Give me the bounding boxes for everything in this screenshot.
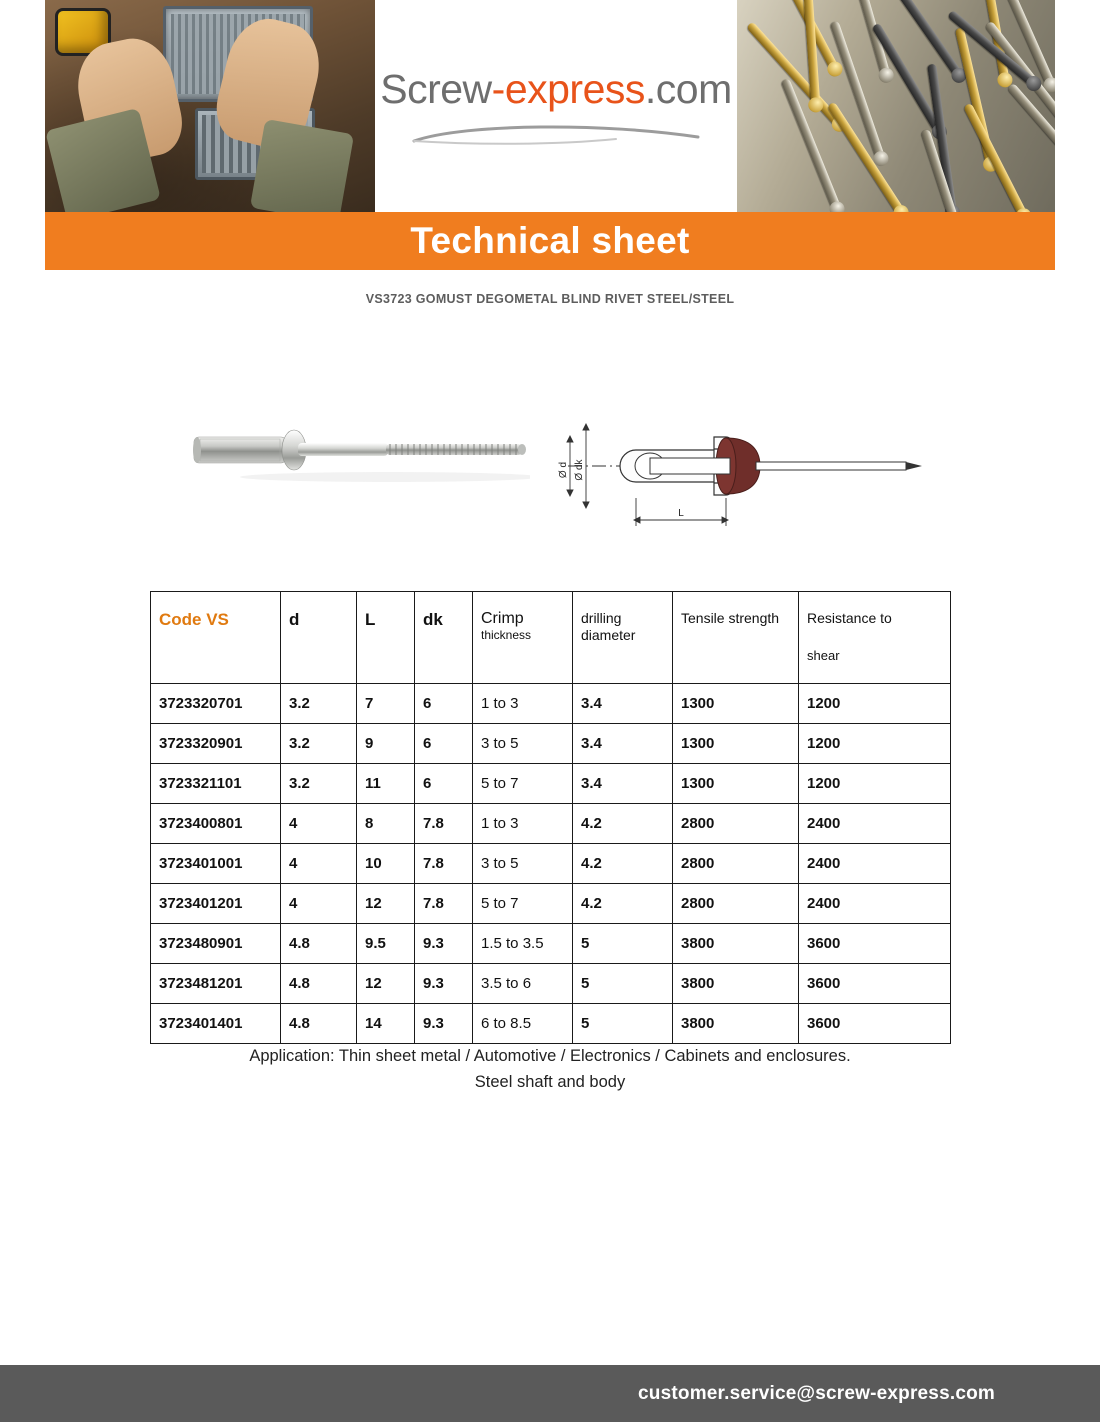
cell-crimp: 1 to 3 xyxy=(473,684,573,724)
header-resistance-to-shear xyxy=(799,592,951,684)
cell-crimp: 6 to 8.5 xyxy=(473,1004,573,1044)
cell-crimp: 3 to 5 xyxy=(473,724,573,764)
table-row xyxy=(151,1004,951,1044)
cell-length: 9 xyxy=(357,724,415,764)
table-row xyxy=(151,724,951,764)
diagram-label-dk: Ø dk xyxy=(574,459,585,481)
cell-tensile: 3800 xyxy=(673,1004,799,1044)
cell-drilling: 3.4 xyxy=(573,724,673,764)
cell-crimp: 3.5 to 6 xyxy=(473,964,573,1004)
cell-dk: 9.3 xyxy=(415,964,473,1004)
header-crimp-main: Crimp xyxy=(481,610,524,627)
cell-dk: 7.8 xyxy=(415,804,473,844)
cell-dk: 9.3 xyxy=(415,1004,473,1044)
cell-length: 12 xyxy=(357,884,415,924)
page-footer xyxy=(0,1365,1100,1422)
cell-code: 3723480901 xyxy=(151,924,281,964)
application-line-1: Application: Thin sheet metal / Automotive / Electronics / Cabinets and enclosures. xyxy=(249,1047,851,1065)
cell-crimp: 1.5 to 3.5 xyxy=(473,924,573,964)
cell-d: 4.8 xyxy=(281,924,357,964)
cell-drilling: 4.2 xyxy=(573,884,673,924)
cell-shear: 1200 xyxy=(799,724,951,764)
cell-length: 11 xyxy=(357,764,415,804)
product-subtitle: VS3723 GOMUST DEGOMETAL BLIND RIVET STEEL/STEEL xyxy=(365,292,735,306)
logo-text xyxy=(380,66,732,113)
page-margin-right xyxy=(1055,0,1100,1422)
footer-bar xyxy=(45,1365,1055,1422)
cell-tensile: 1300 xyxy=(673,764,799,804)
cell-dk: 9.3 xyxy=(415,924,473,964)
cell-drilling: 5 xyxy=(573,964,673,1004)
table-row xyxy=(151,804,951,844)
cell-d: 3.2 xyxy=(281,724,357,764)
cell-drilling: 5 xyxy=(573,1004,673,1044)
cell-shear: 1200 xyxy=(799,764,951,804)
diagram-label-d: Ø d xyxy=(558,461,569,479)
cell-crimp: 3 to 5 xyxy=(473,844,573,884)
cell-crimp: 1 to 3 xyxy=(473,804,573,844)
header-d: d xyxy=(281,592,357,684)
table-header-row xyxy=(151,592,951,684)
cell-tensile: 3800 xyxy=(673,964,799,1004)
cell-dk: 7.8 xyxy=(415,884,473,924)
cell-code: 3723400801 xyxy=(151,804,281,844)
brand-logo xyxy=(375,0,737,212)
cell-code: 3723401201 xyxy=(151,884,281,924)
header-crimp-thickness xyxy=(473,592,573,684)
logo-text-part1: Screw xyxy=(380,65,492,112)
cell-shear: 2400 xyxy=(799,844,951,884)
header-code: Code VS xyxy=(151,592,281,684)
cell-tensile: 1300 xyxy=(673,724,799,764)
cell-length: 9.5 xyxy=(357,924,415,964)
table-body xyxy=(151,684,951,1044)
banner-title: Technical sheet xyxy=(410,220,690,261)
table-row xyxy=(151,924,951,964)
cell-crimp: 5 to 7 xyxy=(473,884,573,924)
cell-length: 12 xyxy=(357,964,415,1004)
cell-shear: 2400 xyxy=(799,884,951,924)
header-tensile-strength: Tensile strength xyxy=(673,592,799,684)
logo-swoosh-icon xyxy=(406,121,706,147)
diagram-label-L: L xyxy=(678,508,684,519)
cell-dk: 7.8 xyxy=(415,844,473,884)
table-row xyxy=(151,684,951,724)
cell-code: 3723320701 xyxy=(151,684,281,724)
product-illustration-area xyxy=(150,360,950,560)
cell-shear: 3600 xyxy=(799,964,951,1004)
table-row xyxy=(151,844,951,884)
page-margin-left xyxy=(0,0,45,1422)
specification-table xyxy=(150,591,951,1044)
cell-length: 7 xyxy=(357,684,415,724)
rivet-product-photo xyxy=(190,415,530,485)
cell-drilling: 3.4 xyxy=(573,764,673,804)
cell-dk: 6 xyxy=(415,764,473,804)
header-crimp-sub: thickness xyxy=(481,628,532,642)
cell-drilling: 3.4 xyxy=(573,684,673,724)
header-resistance-line2: shear xyxy=(807,648,840,663)
cell-code: 3723481201 xyxy=(151,964,281,1004)
cell-tensile: 2800 xyxy=(673,804,799,844)
cell-code: 3723321101 xyxy=(151,764,281,804)
logo-text-part2: -express xyxy=(491,65,645,112)
header-drilling-diameter: drilling diameter xyxy=(573,592,673,684)
screw-pile-photo xyxy=(737,0,1055,212)
cell-dk: 6 xyxy=(415,724,473,764)
cell-code: 3723401401 xyxy=(151,1004,281,1044)
header-length: L xyxy=(357,592,415,684)
cell-d: 4 xyxy=(281,884,357,924)
cell-dk: 6 xyxy=(415,684,473,724)
cell-crimp: 5 to 7 xyxy=(473,764,573,804)
table-row xyxy=(151,884,951,924)
specification-table-wrapper xyxy=(150,591,950,1044)
header-resistance-line1: Resistance to xyxy=(807,610,892,626)
cell-tensile: 3800 xyxy=(673,924,799,964)
cell-length: 10 xyxy=(357,844,415,884)
header-dk: dk xyxy=(415,592,473,684)
cell-d: 4 xyxy=(281,844,357,884)
cell-d: 4 xyxy=(281,804,357,844)
cell-tensile: 1300 xyxy=(673,684,799,724)
technical-sheet-banner xyxy=(45,212,1055,270)
cell-code: 3723401001 xyxy=(151,844,281,884)
cell-drilling: 5 xyxy=(573,924,673,964)
footer-email[interactable]: customer.service@screw-express.com xyxy=(638,1382,995,1404)
table-row xyxy=(151,764,951,804)
workbench-photo xyxy=(45,0,375,212)
cell-length: 14 xyxy=(357,1004,415,1044)
logo-text-part3: .com xyxy=(644,65,732,112)
cell-shear: 3600 xyxy=(799,1004,951,1044)
cell-shear: 1200 xyxy=(799,684,951,724)
cell-d: 3.2 xyxy=(281,684,357,724)
rivet-technical-diagram xyxy=(550,380,930,545)
application-note xyxy=(0,1043,1100,1095)
application-line-2: Steel shaft and body xyxy=(474,1073,626,1091)
cell-d: 3.2 xyxy=(281,764,357,804)
cell-d: 4.8 xyxy=(281,964,357,1004)
cell-tensile: 2800 xyxy=(673,884,799,924)
cell-drilling: 4.2 xyxy=(573,844,673,884)
cell-code: 3723320901 xyxy=(151,724,281,764)
page-header xyxy=(45,0,1055,212)
table-row xyxy=(151,964,951,1004)
cell-length: 8 xyxy=(357,804,415,844)
cell-d: 4.8 xyxy=(281,1004,357,1044)
cell-drilling: 4.2 xyxy=(573,804,673,844)
cell-tensile: 2800 xyxy=(673,844,799,884)
screw-pile-background xyxy=(737,0,1055,212)
cell-shear: 2400 xyxy=(799,804,951,844)
cell-shear: 3600 xyxy=(799,924,951,964)
sleeve-right xyxy=(250,119,354,212)
